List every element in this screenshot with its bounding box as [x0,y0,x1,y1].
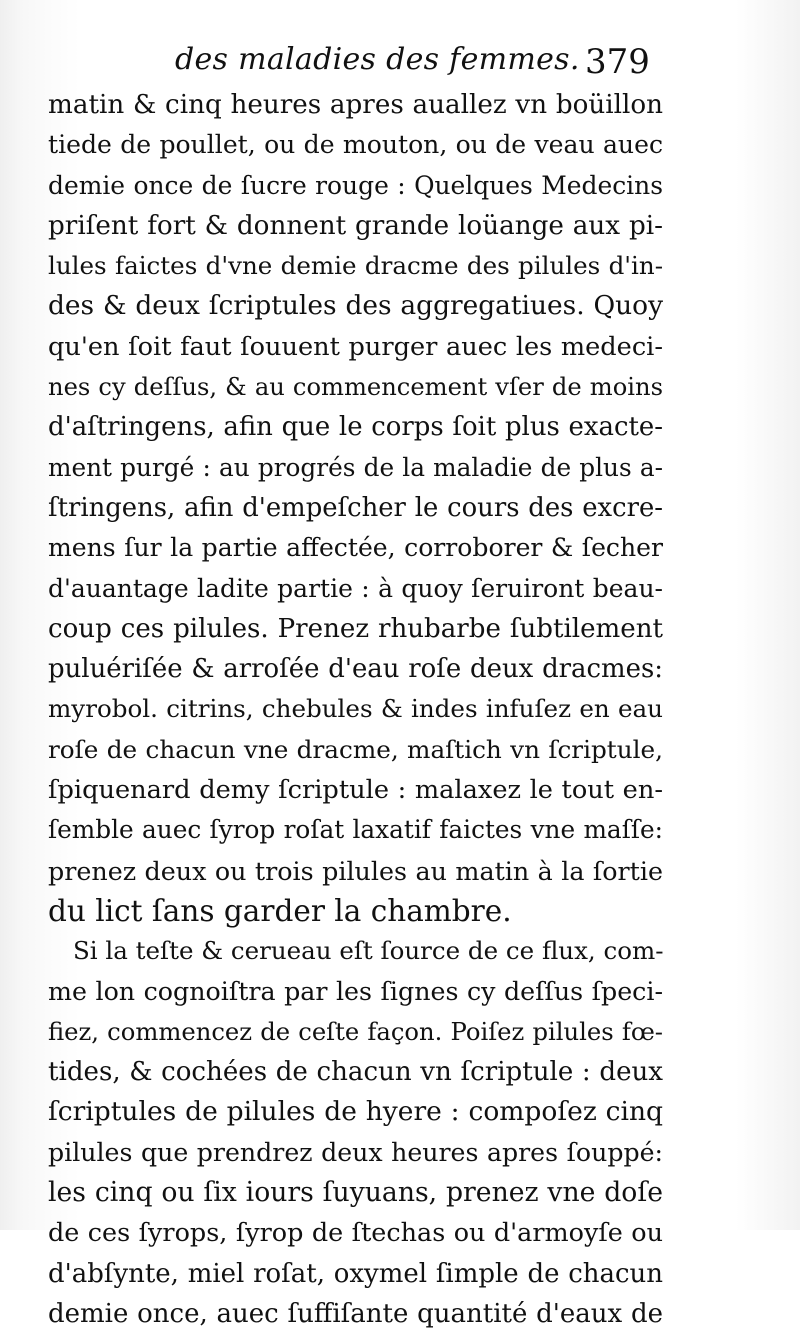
paragraph-2 [48,931,663,1334]
text-line: les cinq ou ſix iours ſuyuans, prenez vne doſe [48,1177,663,1209]
text-line: ſtringens, afin d'empeſcher le cours des excre- [48,492,663,523]
text-line: nes cy deſſus, & au commencement vſer de moins [48,373,663,402]
running-title: des maladies des femmes. [175,42,580,77]
text-line: de ces ſyrops, ſyrop de ſtechas ou d'armoyſe ou [48,1218,663,1249]
text-line: mens ſur la partie affectée, corroborer & ſecher [48,533,663,563]
text-line: puluériſée & arroſée d'eau roſe deux dracmes: [48,654,663,685]
text-line: coup ces pilules. Prenez rhubarbe ſubtilement [48,613,663,644]
text-line: qu'en ſoit faut ſouuent purger auec les medeci- [48,331,663,362]
text-line: me lon cognoiſtra par les ſignes cy deſſus ſpeci- [48,976,663,1006]
text-line: matin & cinq heures apres auallez vn boüillon [48,90,663,120]
paragraph-1 [48,85,663,931]
text-line: d'aſtringens, afin que le corps ſoit plus exacte- [48,412,663,443]
text-line: des & deux ſcriptules des aggregatiues. Quoy [48,290,663,322]
text-line: demie once de ſucre rouge : Quelques Medecins [48,170,663,200]
text-line: ment purgé : au progrés de la maladie de plus a- [48,452,663,482]
text-line: Si la teſte & cerueau eſt ſource de ce flux, com- [73,936,664,966]
text-line: pilules que prendrez deux heures apres ſouppé: [48,1137,663,1167]
text-line: d'abſynte, miel roſat, oxymel ſimple de chacun [48,1258,663,1289]
text-line: prenez deux ou trois pilules au matin à la ſortie [48,855,663,886]
text-line: roſe de chacun vne dracme, maſtich vn ſcriptule, [48,734,663,764]
text-line: du lict ſans garder la chambre. [48,893,512,928]
text-line: ſpiquenard demy ſcriptule : malaxez le tout en- [48,775,663,806]
text-line: lules faictes d'vne demie dracme des pilules d'in- [48,251,663,281]
text-line: tiede de poullet, ou de mouton, ou de veau auec [48,130,663,160]
text-line: tides, & cochées de chacun vn ſcriptule : deux [48,1057,663,1088]
text-line: ſcriptules de pilules de hyere : compoſez cinq [48,1096,663,1128]
text-line: ſemble auec ſyrop roſat laxatif faictes vne maſſe: [48,815,663,845]
text-line: d'auantage ladite partie : à quoy ſeruiront beau- [48,573,663,603]
text-line: myrobol. citrins, chebules & indes infuſez en eau [48,694,663,724]
text-line: fiez, commencez de ceſte façon. Poiſez pilules fœ- [48,1016,663,1046]
body-text [48,85,663,1334]
text-line: demie once, auec ſuffiſante quantité d'eaux de [48,1298,663,1329]
page-number: 379 [585,42,650,82]
text-line: priſent fort & donnent grande loüange aux pi- [48,210,663,241]
